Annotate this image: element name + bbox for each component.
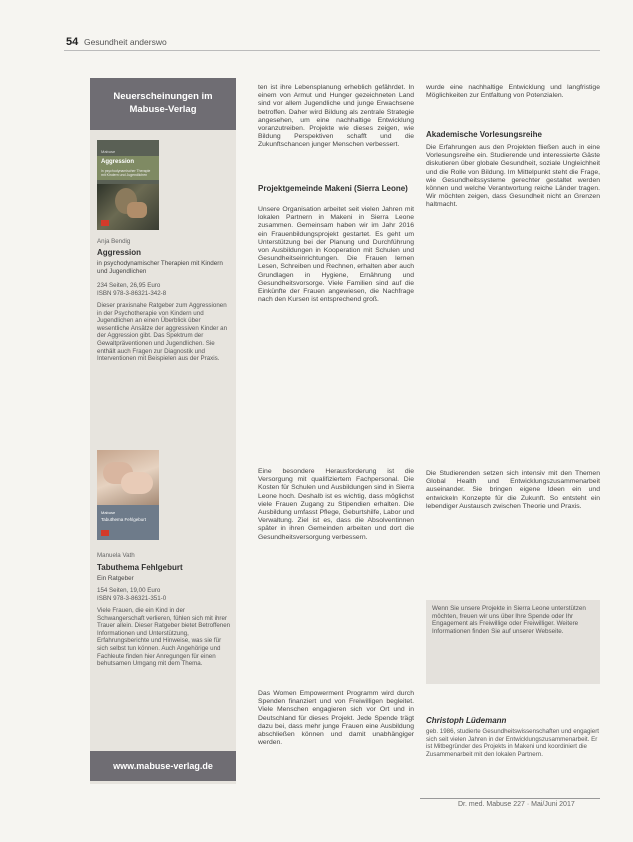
article-heading-makeni: Projektgemeinde Makeni (Sierra Leone) (258, 184, 408, 193)
footer-issue: Dr. med. Mabuse 227 · Mai/Juni 2017 (458, 801, 575, 808)
book2-subtitle: Ein Ratgeber (97, 575, 134, 582)
book1-meta-isbn: ISBN 978-3-86321-342-8 (97, 290, 167, 297)
cover-series-label: Mabuse (101, 149, 116, 154)
article-col1-para1: ten ist ihre Lebensplanung erheblich gefährdet. In einem von Armut und Hunger gezeichneten Land sind vor allem Jugendliche und junge Erwachsene betroffen. Daher wird Bildung als zentrale Strategie angesehen, um eine nachhaltige Entwicklung voranzutreiben. Projekte wie dieses zeigen, wie Bildung Perspektiven schafft und die Zukunftschancen junger Menschen verbessert. (258, 84, 414, 149)
article-col2-para1: Das Women Empowerment Programm wird durch Spenden finanziert und von Freiwilligen begleitet. Viele Menschen engagieren sich vor Ort und in Deutschland für dieses Projekt. Jede Spende trägt dazu bei, dass mehr junge Frauen eine Ausbildung abschließen können und damit unabhängiger werden. (258, 690, 414, 747)
info-box-text: Wenn Sie unsere Projekte in Sierra Leone unterstützen möchten, freuen wir uns über Ihre Spende oder Ihr Engagement als Freiwillige oder Freiwilliger. Weitere Informationen finden Sie auf unserer Webseite. (432, 605, 586, 635)
author-bio: geb. 1986, studierte Gesundheitswissenschaften und engagiert sich seit vielen Jahren in der Entwicklungszusammenarbeit. Er ist Mitbegründer des Projekts in Makeni und koordiniert die Zusammenarbeit mit den lokalen Partnern. (426, 728, 600, 758)
article-heading-vorlesungsreihe: Akademische Vorlesungsreihe (426, 130, 542, 139)
cover-title: Tabuthema Fehlgeburt (101, 517, 147, 522)
sidebar-heading-line2: Mabuse-Verlag (129, 104, 197, 115)
book2-meta-isbn: ISBN 978-3-86321-351-0 (97, 595, 167, 602)
book2-meta-pages: 154 Seiten, 19,00 Euro (97, 587, 161, 594)
book1-subtitle: in psychodynamischer Therapien mit Kindern und Jugendlichen (97, 260, 223, 275)
sidebar-heading-line1: Neuerscheinungen im (113, 91, 213, 102)
article-col3-para3: Die Studierenden setzen sich intensiv mit den Themen Global Health und Entwicklungszusammenarbeit auseinander. Sie bringen eigene Ideen ein und entwickeln Konzepte für die Zukunft. So entsteht ein lebendiger Austausch zwischen Theorie und Praxis. (426, 470, 600, 510)
page-number: 54 (66, 36, 79, 48)
book-cover-fehlgeburt[interactable] (97, 450, 159, 540)
section-title: Gesundheit anderswo (84, 37, 167, 47)
author-name: Christoph Lüdemann (426, 716, 507, 725)
publisher-website-link[interactable]: www.mabuse-verlag.de (90, 751, 236, 781)
cover-subtitle: in psychodynamischer Therapie mit Kindern und Jugendlichen (101, 169, 151, 177)
book-cover-aggression[interactable] (97, 140, 159, 230)
book1-description: Dieser praxisnahe Ratgeber zum Aggressionen in der Psychotherapie von Kindern und Jugendlichen an einen Überblick über wesentliche Ansätze der aggressiven Kinder an der Aggression gibt. Das Spektrum der Gewaltpräventionen und Jugendlichen. Sie enthält auch Fragen zur Diagnostik und Interventionen mit Beispielen aus der Praxis. (97, 302, 228, 363)
article-col3-para1: wurde eine nachhaltige Entwicklung und langfristige Möglichkeiten zur Entfaltung von Potenzialen. (426, 84, 600, 100)
cover-series-label: Mabuse (101, 510, 116, 515)
article-col1-para3: Eine besondere Herausforderung ist die Versorgung mit qualifiziertem Fachpersonal. Die Kosten für Schulen und Ausbildungen sind in Sierra Leone hoch. Deshalb ist es wichtig, dass möglichst viele Frauen Zugang zu Stipendien erhalten. Die Ausbildung umfasst Pflege, Geburtshilfe, Labor und Verwaltung. Ziel ist es, dass die Absolventinnen später in ihren Gemeinden arbeiten und dort die Gesundheitsversorgung verbessern. (258, 468, 414, 541)
book2-author: Manuela Vath (97, 552, 135, 559)
book1-author: Anja Bendig (97, 238, 131, 245)
article-col1-para2: Unsere Organisation arbeitet seit vielen Jahren mit lokalen Partnern in Makeni in Sierra Leone zusammen. Gemeinsam haben wir im Jahr 2016 ein Frauenbildungsprojekt gestartet. Es geht um Unterstützung bei der Planung und Durchführung von Ausbildungen in Kooperation mit Schulen und Gesundheitseinrichtungen. Die Frauen lernen Lesen, Schreiben und Rechnen, erhalten aber auch Grundlagen in Hygiene, Ernährung und Gesundheitsvorsorge. Viele Familien sind auf die Einkünfte der Frauen angewiesen, die Nachfrage nach den Kursen ist entsprechend groß. (258, 206, 414, 304)
cover-title: Aggression (101, 159, 135, 165)
sidebar-heading (90, 78, 236, 130)
publisher-logo-icon (101, 220, 109, 226)
book1-title[interactable]: Aggression (97, 248, 142, 257)
book2-description: Viele Frauen, die ein Kind in der Schwangerschaft verlieren, fühlen sich mit ihrer Trauer allein. Dieser Ratgeber bietet Betroffenen Informationen und Unterstützung, Erfahrungsberichte und Hinweise, was sie für sich selbst tun können. Auch Angehörige und Fachleute finden hier Anregungen für einen behutsamen Umgang mit dem Thema. (97, 607, 231, 668)
publisher-logo-icon (101, 530, 109, 536)
book2-title[interactable]: Tabuthema Fehlgeburt (97, 563, 183, 572)
top-divider (64, 50, 600, 51)
article-col3-para2: Die Erfahrungen aus den Projekten fließen auch in eine Vorlesungsreihe ein. Studierende und interessierte Gäste diskutieren über globale Gesundheit, soziale Ungleichheit und die Rolle von Bildung. Im Mittelpunkt steht die Frage, wie Gesundheitssysteme gerechter gestaltet werden können und welche Verantwortung reiche Länder tragen. Wir möchten zeigen, dass Gesundheit nicht an Grenzen haltmacht. (426, 144, 600, 209)
book1-meta-pages: 234 Seiten, 26,95 Euro (97, 282, 161, 289)
footer-divider (420, 798, 600, 799)
